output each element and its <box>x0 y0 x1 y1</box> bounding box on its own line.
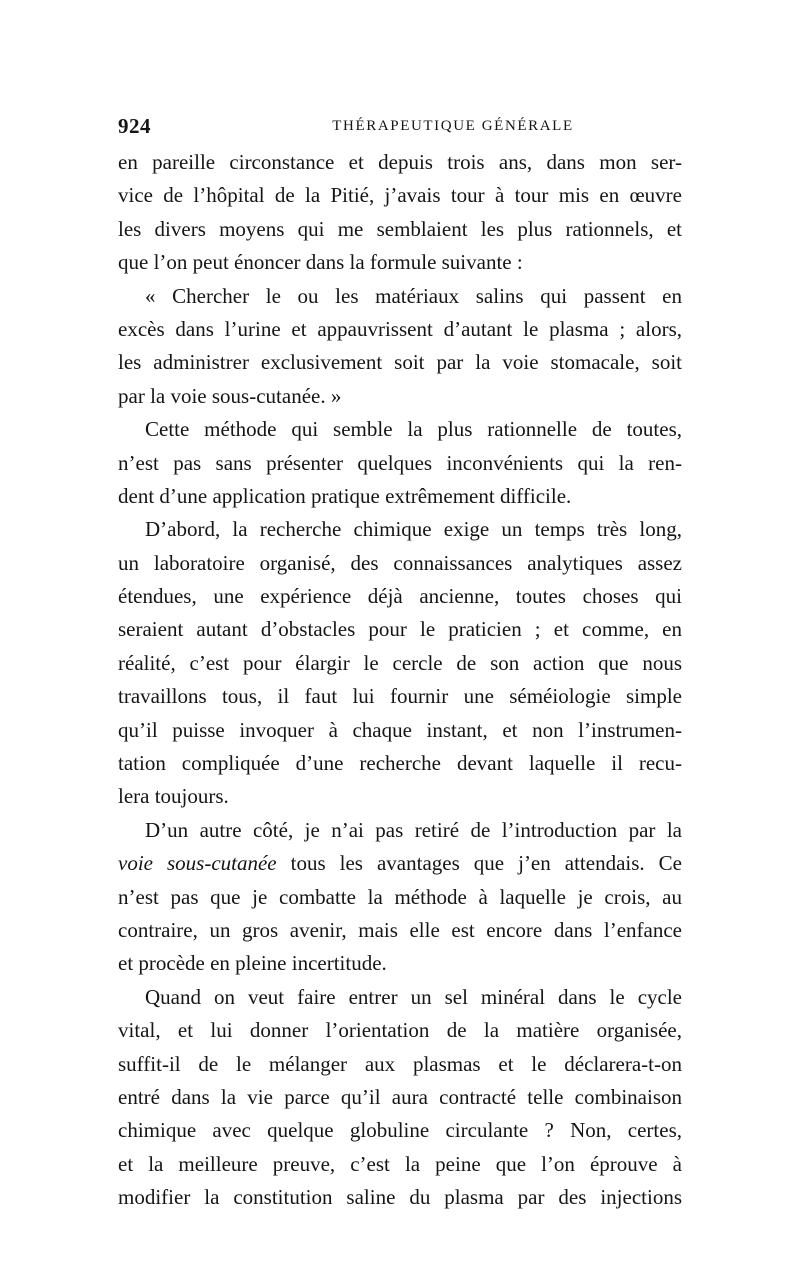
text-line: Cette méthode qui semble la plus rationnelle de toutes, <box>145 417 682 442</box>
text-line: entré dans la vie parce qu’il aura contracté telle combinaison <box>118 1084 682 1109</box>
text-line: travaillons tous, il faut lui fournir une séméiologie simple <box>118 684 682 709</box>
body-text <box>118 146 682 1215</box>
text-line: étendues, une expérience déjà ancienne, toutes choses qui <box>118 584 682 609</box>
text-line: dent d’une application pratique extrêmement difficile. <box>118 483 572 508</box>
text-line: réalité, c’est pour élargir le cercle de son action que nous <box>118 650 682 675</box>
text-line: les divers moyens qui me semblaient les plus rationnels, et <box>118 216 682 241</box>
text-line: et la meilleure preuve, c’est la peine que l’on éprouve à <box>118 1151 682 1176</box>
text-line: que l’on peut énoncer dans la formule suivante : <box>118 250 523 275</box>
running-head: THÉRAPEUTIQUE GÉNÉRALE <box>332 118 574 134</box>
text-segment: tous les avantages que j’en attendais. Ce <box>276 851 682 876</box>
text-line: excès dans l’urine et appauvrissent d’autant le plasma ; alors, <box>118 316 682 341</box>
text-line <box>118 847 682 880</box>
text-line: chimique avec quelque globuline circulante ? Non, certes, <box>118 1118 682 1143</box>
text-line: vital, et lui donner l’orientation de la matière organisée, <box>118 1018 682 1043</box>
text-line: les administrer exclusivement soit par la voie stomacale, soit <box>118 350 682 375</box>
text-line: qu’il puisse invoquer à chaque instant, et non l’instrumen- <box>118 717 682 742</box>
text-line: un laboratoire organisé, des connaissances analytiques assez <box>118 550 682 575</box>
text-line: suffit-il de le mélanger aux plasmas et le déclarera-t-on <box>118 1051 682 1076</box>
text-line: n’est pas sans présenter quelques inconvénients qui la ren- <box>118 450 682 475</box>
text-line: modifier la constitution saline du plasma par des injections <box>118 1185 682 1210</box>
text-line: contraire, un gros avenir, mais elle est encore dans l’enfance <box>118 917 682 942</box>
text-line: lera toujours. <box>118 784 229 809</box>
text-line: vice de l’hôpital de la Pitié, j’avais tour à tour mis en œuvre <box>118 183 682 208</box>
text-line: tation compliquée d’une recherche devant laquelle il recu- <box>118 751 682 776</box>
text-line: Quand on veut faire entrer un sel minéral dans le cycle <box>145 984 682 1009</box>
page-header <box>118 114 682 144</box>
text-line: D’abord, la recherche chimique exige un temps très long, <box>145 517 682 542</box>
italic-phrase: voie sous-cutanée <box>118 851 277 876</box>
text-line: D’un autre côté, je n’ai pas retiré de l’introduction par la <box>145 817 682 842</box>
text-line: par la voie sous-cutanée. » <box>118 383 342 408</box>
text-line: et procède en pleine incertitude. <box>118 951 387 976</box>
text-line: seraient autant d’obstacles pour le praticien ; et comme, en <box>118 617 682 642</box>
page-number: 924 <box>118 114 151 138</box>
text-line: en pareille circonstance et depuis trois ans, dans mon ser- <box>118 150 682 174</box>
text-line: « Chercher le ou les matériaux salins qui passent en <box>145 283 682 308</box>
text-line: n’est pas que je combatte la méthode à laquelle je crois, au <box>118 884 682 909</box>
